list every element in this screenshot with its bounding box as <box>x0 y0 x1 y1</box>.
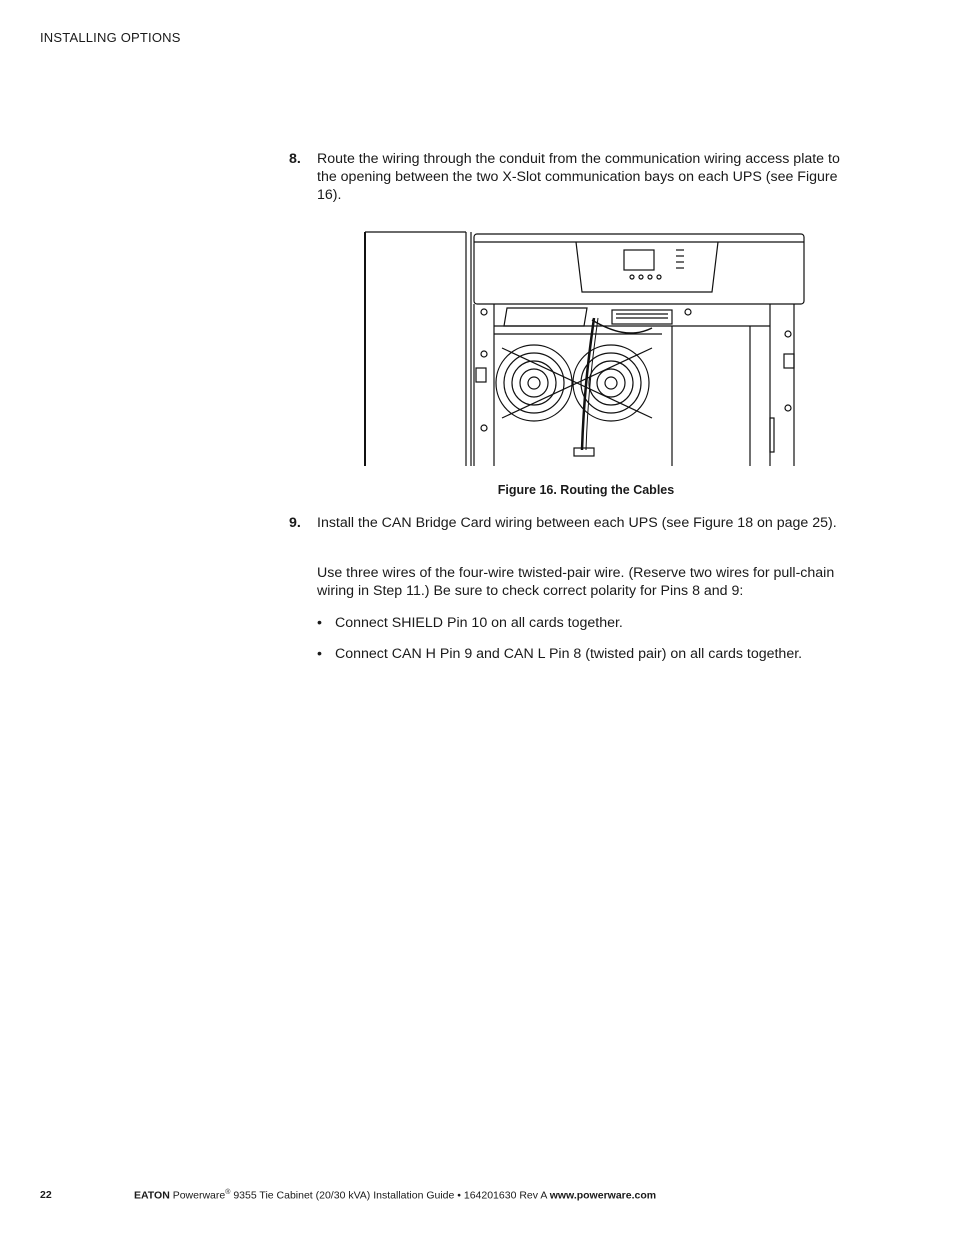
footer-product: Powerware <box>172 1189 226 1202</box>
bullet-symbol: • <box>317 615 322 631</box>
footer-url: www.powerware.com <box>549 1189 657 1202</box>
footer-doc: 9355 Tie Cabinet (20/30 kVA) Installation Guide • 164201630 Rev A <box>233 1189 547 1202</box>
bullet-symbol: • <box>317 646 322 662</box>
bullet-text: Connect CAN H Pin 9 and CAN L Pin 8 (twisted pair) on all cards together. <box>335 646 803 662</box>
step-number: 8. <box>289 151 301 167</box>
page-number: 22 <box>40 1189 52 1201</box>
ups-cabinet-drawing <box>362 228 808 468</box>
step-number: 9. <box>289 515 301 531</box>
step-9-paragraph: Use three wires of the four-wire twisted-pair wire. (Reserve two wires for pull-chain wiring in Step 11.) Be sure to check correct polarity for Pins 8 and 9: <box>317 565 835 599</box>
registered-mark: ® <box>225 1189 231 1196</box>
running-header: INSTALLING OPTIONS <box>40 30 181 45</box>
bullet-text: Connect SHIELD Pin 10 on all cards together. <box>335 615 623 631</box>
footer-brand: EATON <box>134 1189 170 1202</box>
step-text: Install the CAN Bridge Card wiring between each UPS (see Figure 18 on page 25). <box>317 515 837 531</box>
figure-caption: Figure 16. Routing the Cables <box>497 483 675 497</box>
footer-line <box>134 1189 656 1202</box>
step-text: Route the wiring through the conduit from the communication wiring access plate to the opening between the two X-Slot communication bays on each UPS (see Figure 16). <box>317 151 840 203</box>
figure-16-illustration <box>362 228 808 468</box>
